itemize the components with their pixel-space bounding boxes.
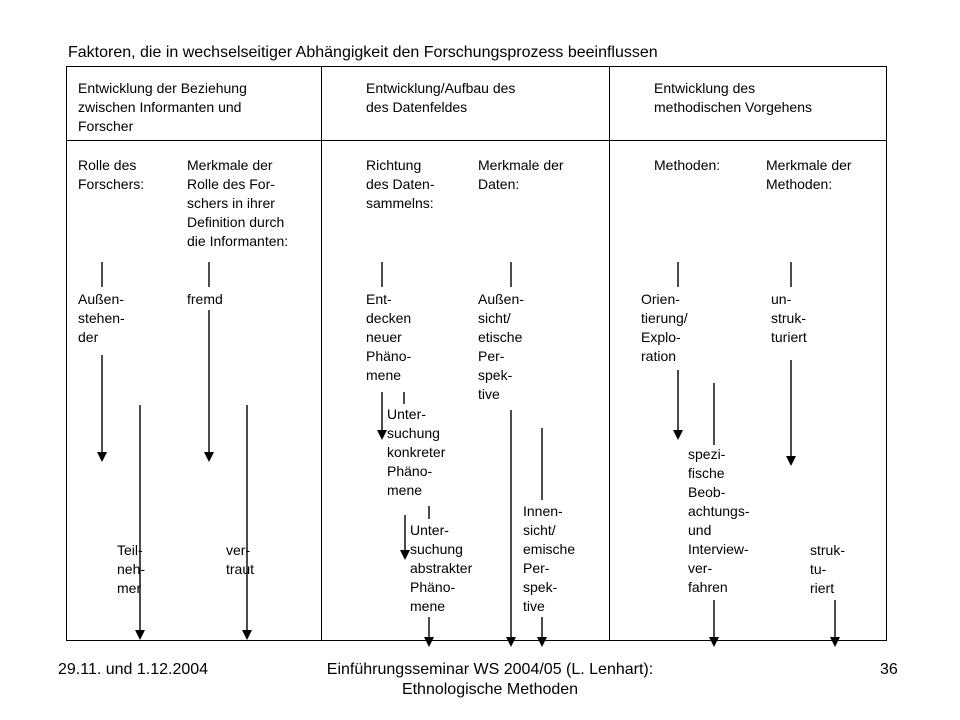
arrowhead [786, 456, 796, 466]
footer-date: 29.11. und 1.12.2004 [58, 661, 209, 678]
col3-sub-method-features: Merkmale der Methoden: [766, 157, 852, 192]
arrowhead [537, 637, 547, 647]
arrowhead [135, 630, 145, 640]
footer-course: Einführungsseminar WS 2004/05 (L. Lenhart): Ethnologische Methoden [326, 661, 654, 698]
col1-sub-role: Rolle des Forschers: [78, 157, 145, 192]
col3-sub-methods: Methoden: [654, 157, 721, 173]
arrowhead [673, 430, 683, 440]
arrowhead [204, 452, 214, 462]
arrowhead [242, 630, 252, 640]
col1-val-outsider: Außen- stehen- der [78, 291, 125, 345]
col2-sub-direction: Richtung des Daten- sammelns: [366, 157, 435, 211]
col3-val-unstructured: un- struk- turiert [771, 291, 807, 345]
arrowhead [400, 550, 410, 560]
col1-end-participant: Teil- neh- mer [117, 542, 146, 596]
arrowhead [709, 637, 719, 647]
col2-mid-concrete: Unter- suchung konkreter Phäno- mene [387, 406, 446, 498]
col2-end-abstract: Unter- suchung abstrakter Phäno- mene [410, 522, 473, 614]
arrowhead [424, 637, 434, 647]
arrowhead [830, 637, 840, 647]
arrowhead [506, 637, 516, 647]
col1-sub-role-features: Merkmale der Rolle des For- schers in ihrer Definition durch die Informanten: [187, 157, 289, 249]
footer-page-number: 36 [880, 661, 898, 678]
arrowhead [97, 452, 107, 462]
col1-val-foreign: fremd [187, 291, 223, 307]
col2-val-discover: Ent- decken neuer Phäno- mene [366, 291, 412, 383]
col1-end-familiar: ver- traut [226, 542, 255, 577]
arrowhead [377, 430, 387, 440]
col2-val-etic: Außen- sicht/ etische Per- spek- tive [478, 291, 524, 402]
col2-end-emic: Innen- sicht/ emische Per- spek- tive [523, 503, 576, 614]
col3-val-exploration: Orien- tierung/ Explo- ration [641, 291, 688, 364]
col3-end-structured: struk- tu- riert [810, 542, 845, 596]
col2-sub-data-features: Merkmale der Daten: [478, 157, 564, 192]
col1-header: Entwicklung der Beziehung zwischen Informanten und Forscher [78, 80, 247, 134]
col3-mid-specific: spezi- fische Beob- achtungs- und Interview- ver- fahren [688, 446, 750, 595]
slide-title: Faktoren, die in wechselseitiger Abhängigkeit den Forschungsprozess beeinflussen [68, 44, 658, 61]
col2-header: Entwicklung/Aufbau des des Datenfeldes [366, 80, 516, 115]
col3-header: Entwicklung des methodischen Vorgehens [654, 80, 812, 115]
